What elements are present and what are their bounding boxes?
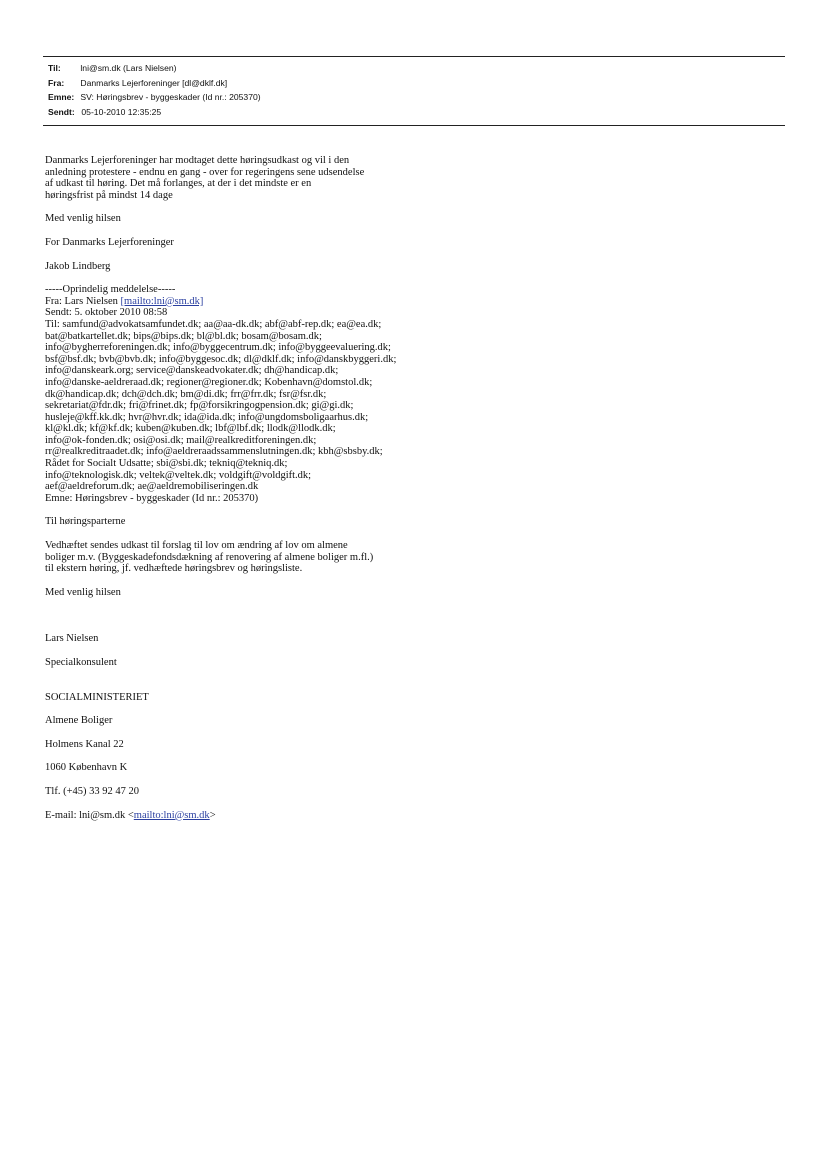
original-sent: Sendt: 5. oktober 2010 08:58: [45, 307, 168, 319]
recipient-line: info@ok-fonden.dk; osi@osi.dk; mail@realkreditforeningen.dk;: [45, 434, 317, 446]
recipient-line: kl@kl.dk; kf@kf.dk; kuben@kuben.dk; lbf@lbf.dk; llodk@llodk.dk;: [45, 423, 336, 435]
recipient-line: info@teknologisk.dk; veltek@veltek.dk; voldgift@voldgift.dk;: [45, 469, 312, 481]
recipient-line: husleje@kff.kk.dk; hvr@hvr.dk; ida@ida.dk; info@ungdomsboligaarhus.dk;: [45, 411, 369, 423]
recipient-line: sekretariat@fdr.dk; fri@frinet.dk; fp@forsikringogpension.dk; gi@gi.dk;: [45, 400, 354, 412]
recipient-line: rr@realkreditraadet.dk; info@aeldreraadssammenslutningen.dk; kbh@sbsby.dk;: [45, 446, 383, 458]
reply-intro: Danmarks Lejerforeninger har modtaget dette høringsudkast og vil i den anledning protestere - endnu en gang - over for regeringens sene udsendelse af udkast til høring. Det må forlanges, at der i det mindste er en høringsfrist på mindst 14 dage: [45, 155, 365, 201]
reply-signer: Jakob Lindberg: [45, 260, 111, 272]
recipient-line: aef@aeldreforum.dk; ae@aeldremobiliseringen.dk: [45, 481, 259, 493]
recipient-line: info@bygherreforeningen.dk; info@byggecentrum.dk; info@byggeevaluering.dk;: [45, 342, 391, 354]
sender-name: Lars Nielsen: [45, 633, 99, 645]
sender-phone: Tlf. (+45) 33 92 47 20: [45, 785, 139, 797]
sender-address-street: Holmens Kanal 22: [45, 738, 124, 750]
header-from-value: Danmarks Lejerforeninger [dl@dklf.dk]: [80, 77, 228, 88]
header-sent-value: 05-10-2010 12:35:25: [81, 106, 162, 117]
reply-for-org: For Danmarks Lejerforeninger: [45, 236, 174, 248]
sender-email-close: >: [209, 809, 216, 821]
original-from-text: Fra: Lars Nielsen: [45, 295, 121, 307]
reply-greeting: Med venlig hilsen: [45, 213, 121, 225]
original-subject: Emne: Høringsbrev - byggeskader (Id nr.: 205370): [45, 492, 259, 504]
header-sent-row: [48, 105, 261, 120]
header-from-label: Fra:: [48, 77, 65, 88]
recipient-line: Til: samfund@advokatsamfundet.dk; aa@aa-dk.dk; abf@abf-rep.dk; ea@ea.dk;: [45, 318, 382, 330]
sender-address-city: 1060 København K: [45, 762, 128, 774]
original-recipient-list: [45, 319, 785, 493]
header-to-value: lni@sm.dk (Lars Nielsen): [80, 63, 177, 73]
recipient-line: dk@handicap.dk; dch@dch.dk; bm@di.dk; frr@frr.dk; fsr@fsr.dk;: [45, 388, 327, 400]
header-to-label: Til:: [48, 63, 61, 73]
sender-department: Almene Boliger: [45, 715, 113, 727]
original-body-text: Vedhæftet sendes udkast til forslag til lov om ændring af lov om almene boliger m.v. (Byggeskadefondsdækning af renovering af almene boliger m.fl.) til ekstern høring, jf. vedhæftede høringsbrev og høringsliste.: [45, 540, 374, 575]
recipient-line: Rådet for Socialt Udsatte; sbi@sbi.dk; tekniq@tekniq.dk;: [45, 458, 288, 470]
original-from-link[interactable]: [mailto:lni@sm.dk]: [120, 295, 204, 307]
header-subject-label: Emne:: [48, 92, 75, 102]
recipient-line: info@danske-aeldreraad.dk; regioner@regioner.dk; Kobenhavn@domstol.dk;: [45, 376, 373, 388]
sender-email: [45, 810, 785, 822]
email-body: [45, 155, 785, 821]
sender-email-text: E-mail: lni@sm.dk <: [45, 809, 134, 821]
original-divider: -----Oprindelig meddelelse-----: [45, 284, 176, 296]
recipient-line: info@danskeark.org; service@danskeadvokater.dk; dh@handicap.dk;: [45, 365, 339, 377]
original-from: [45, 296, 785, 308]
sender-title: Specialkonsulent: [45, 657, 117, 668]
header-bottom-rule: [43, 125, 785, 126]
header-subject-row: [48, 90, 261, 105]
sender-email-link[interactable]: mailto:lni@sm.dk: [133, 809, 210, 821]
header-to-row: [48, 61, 261, 76]
header-subject-value: SV: Høringsbrev - byggeskader (Id nr.: 205370): [80, 92, 261, 102]
header-from-row: [48, 76, 261, 91]
recipient-line: bsf@bsf.dk; bvb@bvb.dk; info@byggesoc.dk; dl@dklf.dk; info@danskbyggeri.dk;: [45, 353, 397, 365]
header-sent-label: Sendt:: [48, 106, 75, 117]
recipient-line: bat@batkartellet.dk; bips@bips.dk; bl@bl.dk; bosam@bosam.dk;: [45, 330, 322, 342]
original-salutation: Til høringsparterne: [45, 516, 126, 528]
original-message: [45, 284, 785, 821]
sender-ministry: SOCIALMINISTERIET: [45, 691, 149, 703]
header-top-rule: [43, 56, 785, 57]
email-header: [48, 61, 261, 119]
original-greeting: Med venlig hilsen: [45, 586, 121, 598]
